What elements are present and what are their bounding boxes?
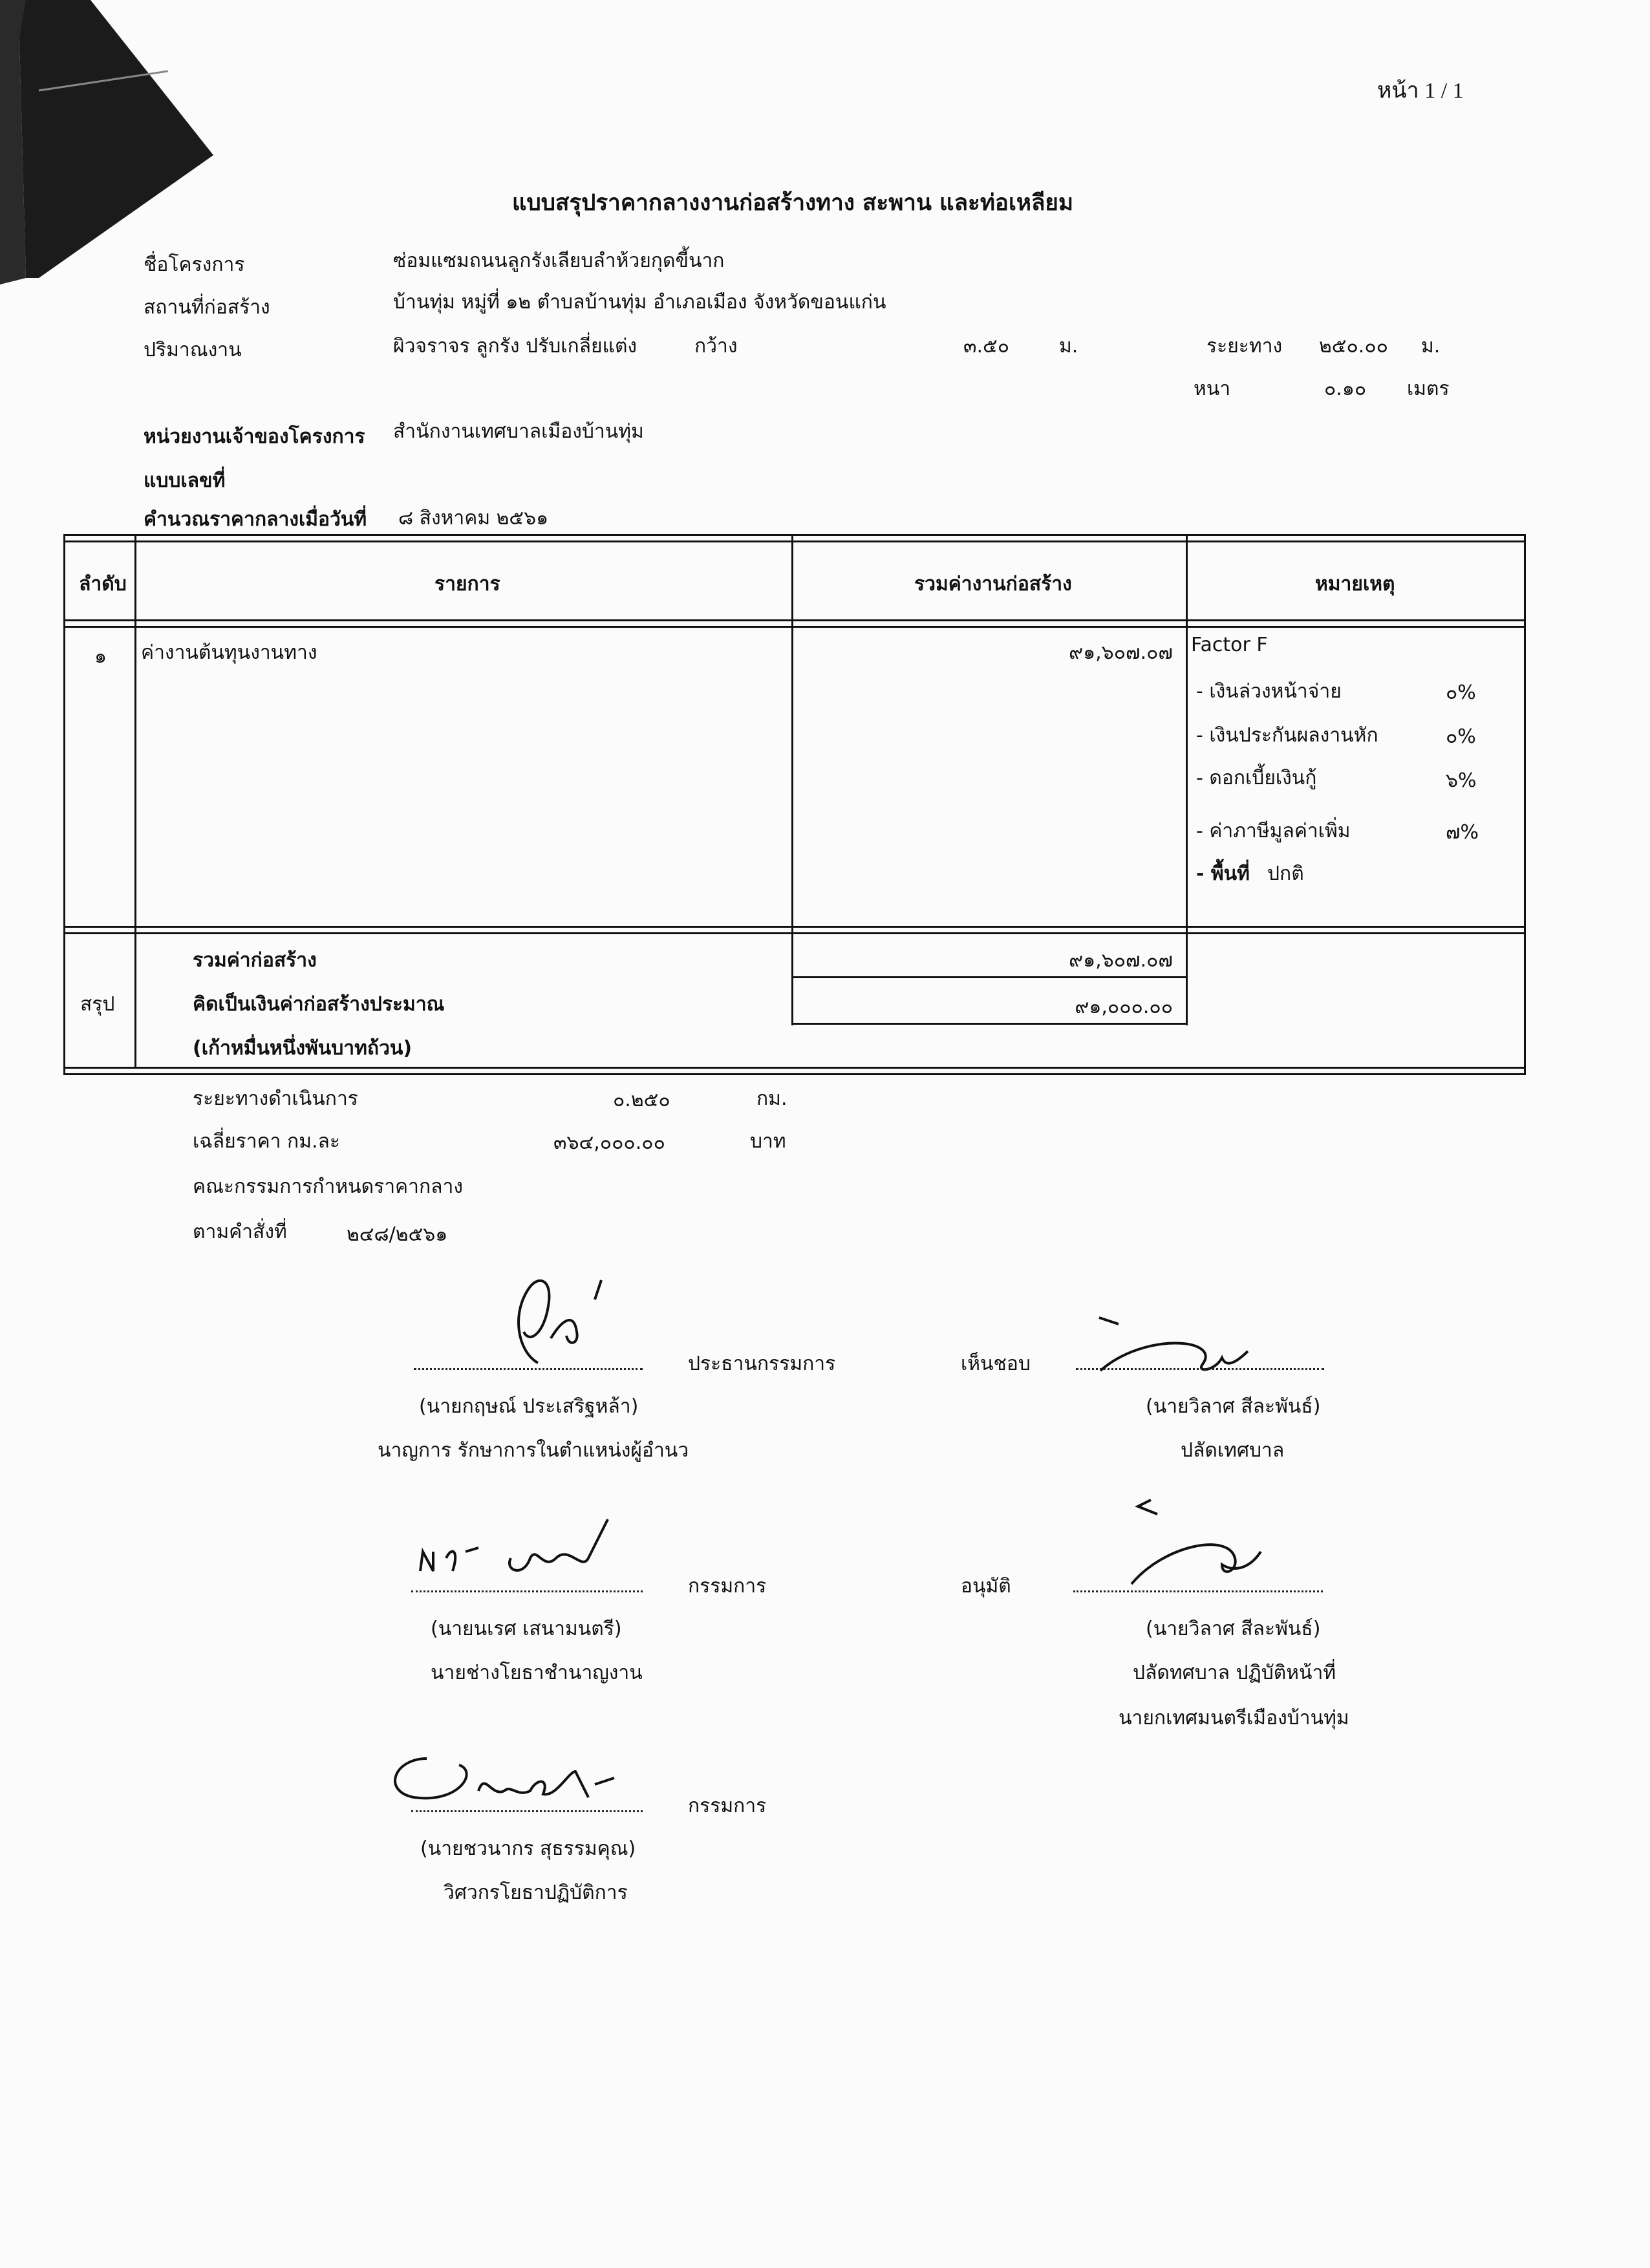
remark-interest-label: - ดอกเบี้ยเงินกู้ — [1196, 767, 1317, 789]
distance-label: ระยะทาง — [1206, 335, 1283, 358]
remark-vat-value: ๗% — [1446, 821, 1479, 844]
remarks-title: Factor F — [1191, 634, 1268, 656]
remark-advance-label: - เงินล่วงหน้าจ่าย — [1196, 680, 1342, 703]
approve-position-1: ปลัดทศบาล ปฏิบัติหน้าที่ — [1133, 1662, 1336, 1684]
remark-retention-value: ๐% — [1446, 725, 1476, 748]
chair-sign-line — [414, 1368, 643, 1370]
member2-role: กรรมการ — [688, 1795, 767, 1817]
thickness-label: หนา — [1194, 378, 1231, 400]
width-value: ๓.๕๐ — [963, 335, 1010, 358]
remark-retention-label: - เงินประกันผลงานหัก — [1196, 724, 1378, 747]
date-value: ๘ สิงหาคม ๒๕๖๑ — [398, 507, 549, 530]
avg-price-label: เฉลี่ยราคา กม.ละ — [193, 1130, 341, 1153]
project-label: ชื่อโครงการ — [144, 253, 245, 276]
member1-sign-line — [411, 1590, 643, 1592]
thickness-value: ๐.๑๐ — [1324, 378, 1367, 400]
header-remark: หมายเหตุ — [1315, 573, 1395, 595]
avg-price-value: ๓๖๔,๐๐๐.๐๐ — [553, 1131, 665, 1154]
thickness-unit: เมตร — [1407, 378, 1450, 400]
summary-words: (เก้าหมื่นหนึ่งพันบาทถ้วน) — [193, 1037, 412, 1060]
member1-position: นายช่างโยธาชำนาญงาน — [431, 1662, 643, 1684]
remark-area-label: - พื้นที่ — [1196, 862, 1250, 885]
order-label: ตามคำสั่งที่ — [193, 1221, 287, 1243]
summary-approx-label: คิดเป็นเงินค่าก่อสร้างประมาณ — [193, 993, 445, 1016]
header-item: รายการ — [434, 573, 500, 595]
project-value: ซ่อมแซมถนนลูกรังเลียบลำห้วยกุดขี้นาก — [393, 250, 725, 272]
summary-label: สรุป — [80, 993, 115, 1016]
distance-unit: ม. — [1421, 335, 1441, 358]
width-unit: ม. — [1059, 335, 1078, 358]
member2-position: วิศวกรโยธาปฏิบัติการ — [444, 1881, 628, 1904]
owner-label: หน่วยงานเจ้าของโครงการ — [144, 425, 365, 448]
quantity-label: ปริมาณงาน — [144, 339, 242, 361]
owner-value: สำนักงานเทศบาลเมืองบ้านทุ่ม — [393, 420, 644, 443]
agree-label: เห็นชอบ — [961, 1353, 1031, 1375]
remark-vat-label: - ค่าภาษีมูลค่าเพิ่ม — [1196, 820, 1351, 842]
page-title: แบบสรุปราคากลางงานก่อสร้างทาง สะพาน และท่อเหลียม — [512, 190, 1074, 216]
site-label: สถานที่ก่อสร้าง — [144, 296, 270, 319]
row-item: ค่างานต้นทุนงานทาง — [141, 641, 317, 664]
chair-role: ประธานกรรมการ — [688, 1353, 836, 1375]
row-no: ๑ — [94, 645, 107, 668]
agree-name: (นายวิลาศ สีละพันธ์) — [1146, 1395, 1321, 1418]
distance-value: ๒๕๐.๐๐ — [1319, 335, 1388, 358]
page-number: หน้า 1 / 1 — [1377, 79, 1464, 103]
approve-label: อนุมัติ — [961, 1575, 1011, 1598]
summary-total-value: ๙๑,๖๐๗.๐๗ — [1069, 949, 1173, 972]
remark-interest-value: ๖% — [1446, 769, 1477, 792]
op-distance-value: ๐.๒๕๐ — [613, 1089, 670, 1111]
approve-sign-line — [1073, 1590, 1323, 1592]
summary-total-label: รวมค่าก่อสร้าง — [193, 949, 317, 972]
remark-area-value: ปกติ — [1267, 862, 1304, 885]
agree-signature — [1093, 1306, 1300, 1384]
quantity-value: ผิวจราจร ลูกรัง ปรับเกลี่ยแต่ง — [393, 335, 638, 358]
approve-name: (นายวิลาศ สีละพันธ์) — [1146, 1618, 1321, 1640]
member2-name: (นายชวนากร สุธรรมคุณ) — [420, 1837, 636, 1860]
chair-signature — [491, 1267, 634, 1371]
member1-signature — [414, 1506, 659, 1590]
chair-position: นาญการ รักษาการในตำแหน่งผู้อำนว — [378, 1439, 689, 1462]
committee-label: คณะกรรมการกำหนดราคากลาง — [193, 1175, 463, 1198]
op-distance-label: ระยะทางดำเนินการ — [193, 1087, 358, 1110]
header-amount: รวมค่างานก่อสร้าง — [914, 573, 1072, 595]
summary-approx-value: ๙๑,๐๐๐.๐๐ — [1075, 996, 1173, 1018]
member1-name: (นายนเรศ เสนามนตรี) — [431, 1618, 622, 1640]
approve-signature — [1125, 1481, 1332, 1590]
agree-sign-line — [1076, 1368, 1324, 1370]
width-label: กว้าง — [694, 335, 738, 358]
date-label: คำนวณราคากลางเมื่อวันที่ — [144, 508, 367, 531]
agree-position: ปลัดเทศบาล — [1181, 1439, 1285, 1462]
order-value: ๒๔๘/๒๕๖๑ — [347, 1223, 448, 1246]
avg-price-unit: บาท — [750, 1130, 786, 1153]
remark-advance-value: ๐% — [1446, 681, 1476, 704]
site-value: บ้านทุ่ม หมู่ที่ ๑๒ ตำบลบ้านทุ่ม อำเภอเมือง จังหวัดขอนแก่น — [393, 291, 886, 314]
header-no: ลำดับ — [79, 573, 127, 595]
chair-name: (นายกฤษณ์ ประเสริฐหล้า) — [419, 1395, 639, 1418]
op-distance-unit: กม. — [756, 1087, 788, 1110]
plan-label: แบบเลขที่ — [144, 469, 226, 492]
row-amount: ๙๑,๖๐๗.๐๗ — [1069, 641, 1173, 664]
approve-position-2: นายกเทศมนตรีเมืองบ้านทุ่ม — [1119, 1707, 1349, 1729]
member2-sign-line — [411, 1810, 643, 1812]
member2-signature — [381, 1733, 653, 1817]
member1-role: กรรมการ — [688, 1575, 767, 1598]
